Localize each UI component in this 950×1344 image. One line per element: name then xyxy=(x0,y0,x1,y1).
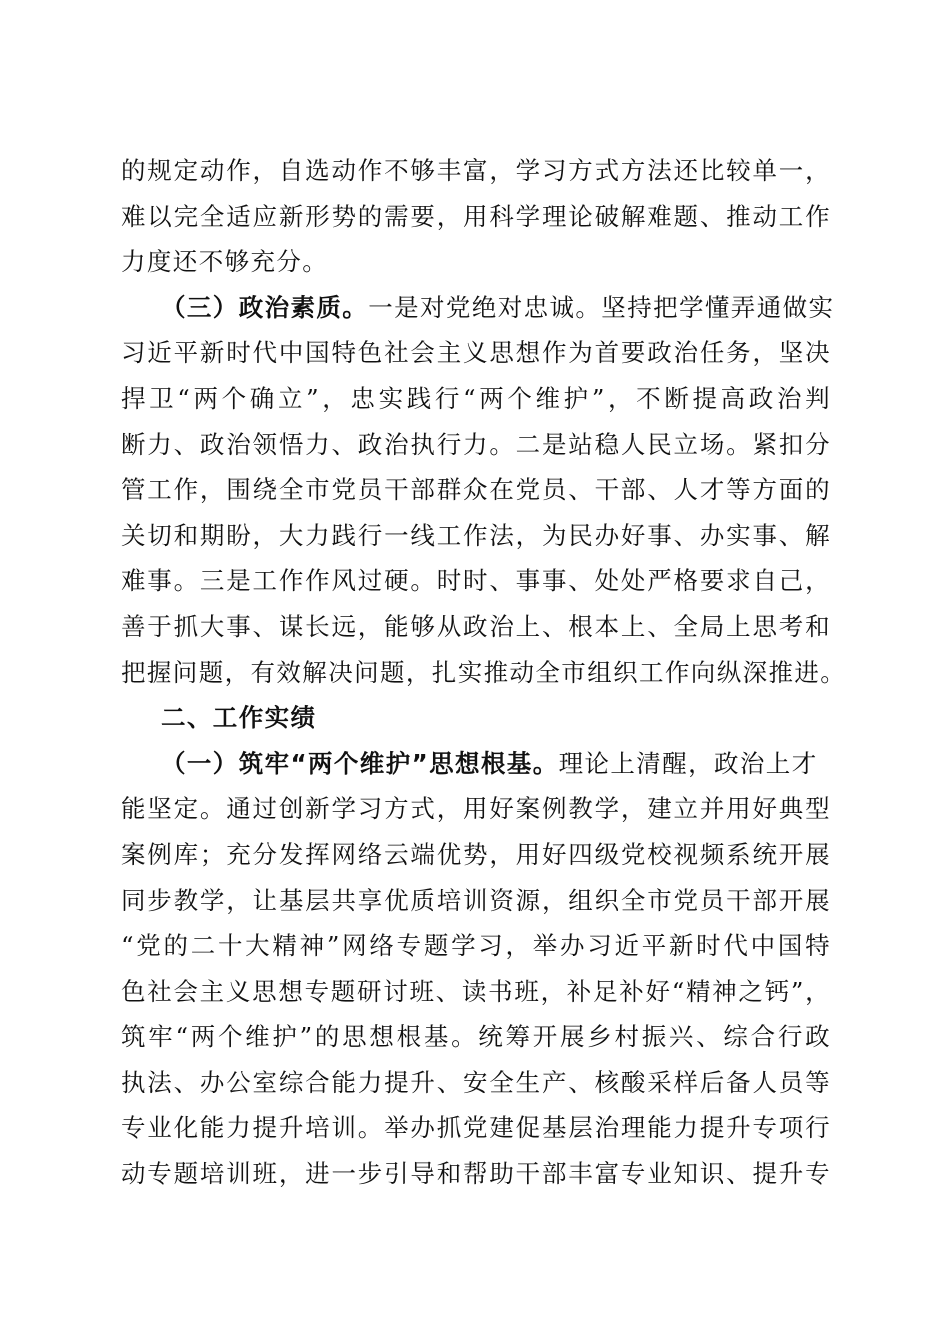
text-line: “党的二十大精神”网络专题学习，举办习近平新时代中国特 xyxy=(121,931,831,961)
text-line: 案例库；充分发挥网络云端优势，用好四级党校视频系统开展 xyxy=(121,839,831,869)
text-line: 习近平新时代中国特色社会主义思想作为首要政治任务，坚决 xyxy=(121,338,831,368)
text-line: 动专题培训班，进一步引导和帮助干部丰富专业知识、提升专 xyxy=(121,1159,831,1189)
text-line: 捍卫“两个确立”，忠实践行“两个维护”，不断提高政治判 xyxy=(121,383,831,413)
text-line: 的规定动作，自选动作不够丰富，学习方式方法还比较单一， xyxy=(121,156,831,185)
text-line: 同步教学，让基层共享优质培训资源，组织全市党员干部开展 xyxy=(121,885,831,915)
text-line: 难事。三是工作作风过硬。时时、事事、处处严格要求自己， xyxy=(121,566,831,596)
text-line: 力度还不够充分。 xyxy=(121,247,329,277)
text-line: 管工作，围绕全市党员干部群众在党员、干部、人才等方面的 xyxy=(121,475,831,505)
text-line: 能坚定。通过创新学习方式，用好案例教学，建立并用好典型 xyxy=(121,794,831,824)
text-line: 专业化能力提升培训。举办抓党建促基层治理能力提升专项行 xyxy=(121,1113,831,1143)
paragraph-first-line xyxy=(121,285,835,331)
paragraph-bold-lead: （三）政治素质。 xyxy=(161,292,369,322)
document-body xyxy=(121,148,847,1197)
text-line: 色社会主义思想专题研讨班、读书班，补足补好“精神之钙”， xyxy=(121,976,831,1006)
paragraph-first-line xyxy=(121,741,831,787)
text-line: 把握问题，有效解决问题，扎实推动全市组织工作向纵深推进。 xyxy=(121,657,847,687)
text-line: 断力、政治领悟力、政治执行力。二是站稳人民立场。紧扣分 xyxy=(121,429,831,459)
section-heading: 二、工作实绩 xyxy=(161,703,317,733)
text-line: 难以完全适应新形势的需要，用科学理论破解难题、推动工作 xyxy=(121,201,831,231)
text-line: 筑牢“两个维护”的思想根基。统筹开展乡村振兴、综合行政 xyxy=(121,1022,831,1052)
text-span: 理论上清醒，政治上才 xyxy=(558,748,818,778)
text-span: 一是对党绝对忠诚。坚持把学懂弄通做实 xyxy=(368,292,835,322)
text-line: 执法、办公室综合能力提升、安全生产、核酸采样后备人员等 xyxy=(121,1067,831,1097)
text-line: 善于抓大事、谋长远，能够从政治上、根本上、全局上思考和 xyxy=(121,611,831,641)
paragraph-bold-lead: （一）筑牢“两个维护”思想根基。 xyxy=(161,748,559,778)
text-line: 关切和期盼，大力践行一线工作法，为民办好事、办实事、解 xyxy=(121,520,831,550)
